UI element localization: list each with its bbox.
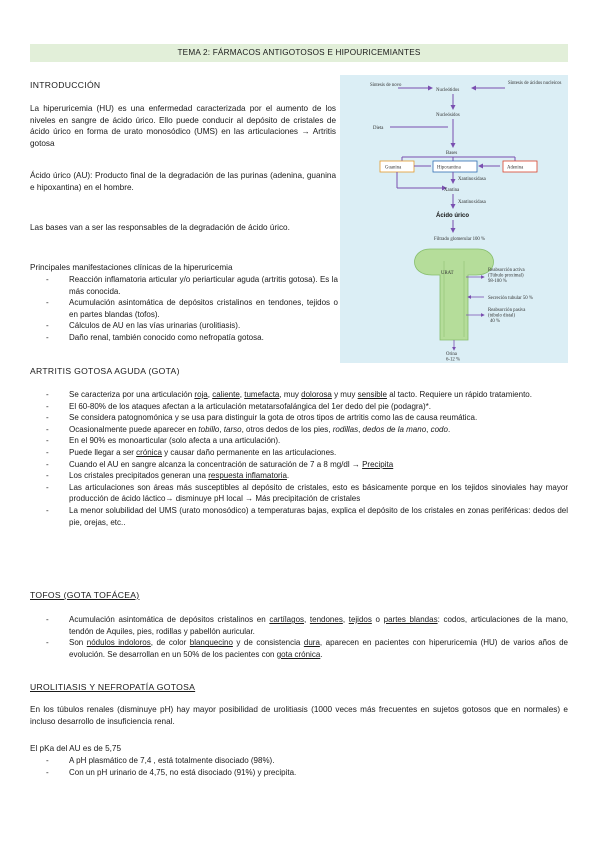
list-item: - Ocasionalmente puede aparecer en tobillo, tarso, otros dedos de los pies, rodillas, dedos de la mano, codo. <box>46 424 568 436</box>
orina-label: Orina 6-12 % <box>446 352 460 363</box>
urat-label: URAT <box>441 271 454 276</box>
list-item: - Reacción inflamatoria articular y/o periarticular aguda (artritis gotosa). Es la más conocida. <box>46 274 338 297</box>
list-item: - Los cristales precipitados generan una respuesta inflamatoria. <box>46 470 568 482</box>
guanina-label: Guanina <box>385 165 402 171</box>
tofos-heading: TOFOS (GOTA TOFÁCEA) <box>30 590 140 600</box>
acido-urico-label: Ácido úrico <box>436 213 470 219</box>
metabolism-diagram <box>340 75 568 363</box>
list-item: - Se considera patognomónica y se usa para distinguir la gota de otros tipos de artritis como las de causa reumática. <box>46 412 568 424</box>
intro-paragraph-3: Las bases van a ser las responsables de la degradación de ácido úrico. <box>30 223 290 232</box>
manifestations-heading: Principales manifestaciones clínicas de la hiperuricemia <box>30 263 233 272</box>
list-item: - La menor solubilidad del UMS (urato monosódico) a temperaturas bajas, explica el depósito de los cristales en zonas periféricas: dedos del pie, orejas, etc.. <box>46 505 568 528</box>
xantinoxidasa-label-1: Xantinoxidasa <box>458 177 486 182</box>
list-item: - Daño renal, también conocido como nefropatía gotosa. <box>46 332 338 344</box>
list-item: - Cálculos de AU en las vías urinarias (urolitiasis). <box>46 320 338 332</box>
list-item: - Puede llegar a ser crónica y causar daño permanente en las articulaciones. <box>46 447 568 459</box>
intro-paragraph-2: Ácido úrico (AU): Producto final de la degradación de las purinas (adenina, guanina e hipoxantina) en el hombre. <box>30 171 336 192</box>
secrecion-label: Secreción tubular 50 % <box>488 296 533 301</box>
artritis-heading: ARTRITIS GOTOSA AGUDA (GOTA) <box>30 366 180 376</box>
list-item: - Las articulaciones son áreas más susceptibles al depósito de cristales, esto es básicamente porque en los tejidos sinoviales hay mayor producción de ácido láctico→ disminuye pH local → Más precipitación de cristales <box>46 482 568 505</box>
intro-paragraph-1: La hiperuricemia (HU) es una enfermedad caracterizada por el aumento de los niveles en sangre de ácido úrico. Ello puede conducir al depósito de cristales de ácido úrico en forma de urato monosódico (UMS) en las articulaciones → Artritis gotosa <box>30 104 336 148</box>
hipoxantina-label: Hipoxantina <box>437 165 461 171</box>
list-item: - Acumulación asintomática de depósitos cristalinos en cartílagos, tendones, tejidos o partes blandas: codos, articulaciones de la mano, tendón de Aquiles, pies, rodillas y pabellón auricular. <box>46 614 568 637</box>
list-item: - Con un pH urinario de 4,75, no está disociado (91%) y precipita. <box>46 767 568 779</box>
nucleotidos-label: Nucleótidos <box>436 88 460 93</box>
artritis-list <box>46 389 568 528</box>
urolitiasis-heading: UROLITIASIS Y NEFROPATÍA GOTOSA <box>30 682 196 692</box>
adenina-label: Adenina <box>507 165 524 171</box>
reabsorcion-pasiva-label: Reabsorción pasiva (túbulo distal) 40 % <box>488 308 526 324</box>
sintesis-acidos-label: Síntesis de ácidos nucleicos <box>508 81 562 86</box>
list-item: - El 60-80% de los ataques afectan a la articulación metatarsofalángica del 1er dedo del pie (podagra)*. <box>46 401 568 413</box>
reabsorcion-activa-label: Reabsorción activa (Túbulo proximal) 98-100 % <box>488 268 525 284</box>
nucleosidos-label: Nucleósidos <box>436 113 460 118</box>
pka-text: El pKa del AU es de 5,75 <box>30 744 122 753</box>
list-item: - A pH plasmático de 7,4 , está totalmente disociado (98%). <box>46 755 568 767</box>
list-item: - En el 90% es monoarticular (solo afecta a una articulación). <box>46 435 568 447</box>
intro-heading: INTRODUCCIÓN <box>30 80 101 90</box>
list-item: - Se caracteriza por una articulación roja, caliente, tumefacta, muy dolorosa y muy sensible al tacto. Requiere un rápido tratamiento. <box>46 389 568 401</box>
xantina-label: Xantina <box>444 188 460 193</box>
uric-acid-metabolism-figure <box>340 75 568 363</box>
list-item: - Acumulación asintomática de depósitos cristalinos en tendones, tejidos o en partes blandas (tofos). <box>46 297 338 320</box>
bases-label: Bases <box>446 151 458 156</box>
list-item: - Cuando el AU en sangre alcanza la concentración de saturación de 7 a 8 mg/dl → Precipita <box>46 459 568 471</box>
dieta-label: Dieta <box>373 126 384 131</box>
nephron-shape <box>415 249 494 340</box>
tofos-list <box>46 614 568 660</box>
list-item: - Son nódulos indoloros, de color blanquecino y de consistencia dura, aparecen en pacientes con hiperuricemia (HU) de varios años de evolución. Se desarrollan en un 50% de los pacientes con gota crónica. <box>46 637 568 660</box>
urolitiasis-paragraph: En los túbulos renales (disminuye pH) hay mayor posibilidad de urolitiasis (1000 veces más frecuentes en sujetos gotosos que en normales) e incluso desarrollo de insuficiencia renal. <box>30 705 568 726</box>
xantinoxidasa-label-2: Xantinoxidasa <box>458 200 486 205</box>
manifestations-list <box>46 274 338 344</box>
sintesis-novo-label: Síntesis de novo <box>370 83 402 88</box>
urolitiasis-list <box>46 755 568 778</box>
filtrado-label: Filtrado glomerular 100 % <box>434 237 486 242</box>
page-title: TEMA 2: FÁRMACOS ANTIGOTOSOS E HIPOURICEMIANTES <box>30 44 568 62</box>
